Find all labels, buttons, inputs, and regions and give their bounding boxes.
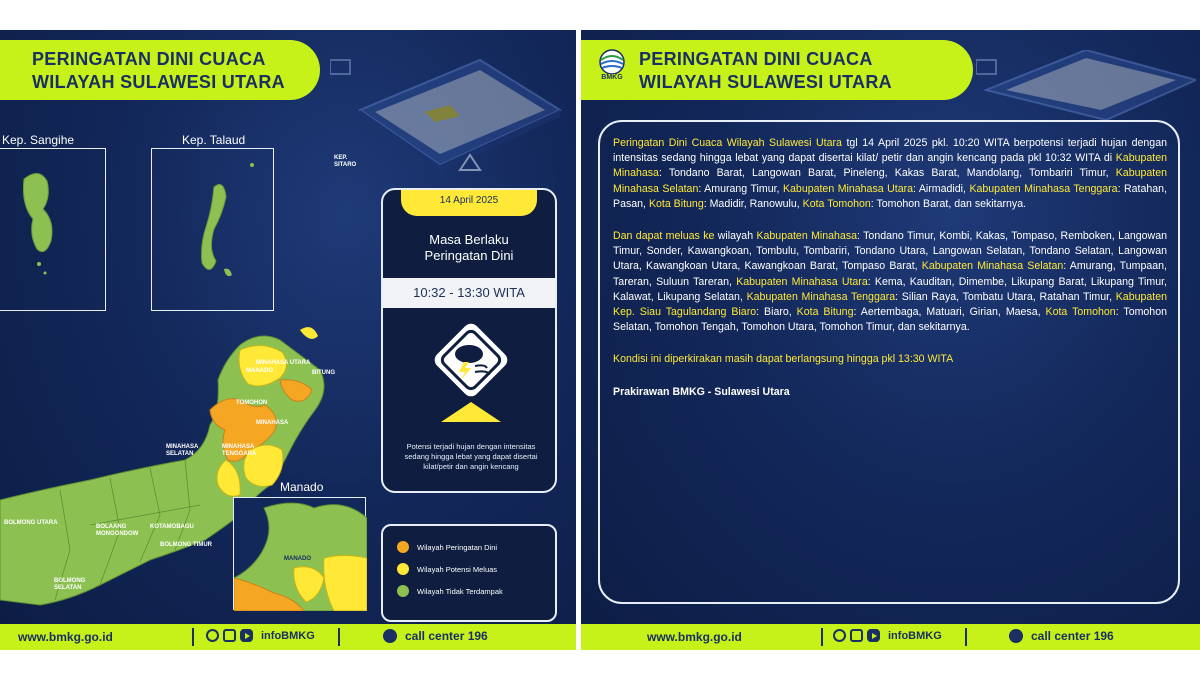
map-label-bitung: BITUNG xyxy=(312,370,335,376)
footer-divider xyxy=(338,628,340,646)
validity-card xyxy=(381,188,557,493)
highlighted-region-name: Kabupaten Minahasa Utara xyxy=(736,275,868,288)
instagram-icon[interactable] xyxy=(223,629,236,642)
call-center xyxy=(1009,629,1114,643)
inset-label-talaud: Kep. Talaud xyxy=(182,133,246,147)
paragraph-text: wilayah xyxy=(714,230,757,243)
highlighted-region-name: Peringatan Dini Cuaca Wilayah Sulawesi Utara xyxy=(613,137,842,149)
inset-map-talaud xyxy=(151,148,274,311)
social-handle[interactable]: infoBMKG xyxy=(888,629,942,642)
inset-map-sangihe xyxy=(0,148,106,311)
warning-text-box xyxy=(598,120,1180,604)
paragraph-text: : Silian Raya, Tombatu Utara, Ratahan Timur, xyxy=(895,290,1116,303)
validity-heading xyxy=(383,232,555,264)
social-links xyxy=(833,629,942,642)
paragraph-text: : Tomohon Selatan, Tomohon Tengah, Tomohon Utara, Tomohon Timur, dan sekitarnya. xyxy=(613,306,1167,334)
twitter-icon[interactable] xyxy=(833,629,846,642)
paragraph-text: : Amurang, Tumpaan, Tareran, Suluun Tareran, xyxy=(613,260,1167,288)
legend-item-unaffected xyxy=(397,580,555,602)
legend-item-warning xyxy=(397,536,555,558)
map-label-kotamobagu: KOTAMOBAGU xyxy=(150,524,194,530)
rain-lightning-wind-icon xyxy=(431,320,511,440)
sangihe-island-shape xyxy=(0,149,107,312)
paragraph-text: : Madidir, Ranowulu, xyxy=(703,197,803,210)
warning-description: Potensi terjadi hujan dengan intensitas sedang hingga lebat yang dapat disertai kilat/petir dan angin kencang xyxy=(404,442,538,471)
map-label-bolsel: BOLMONG SELATAN xyxy=(54,578,86,591)
legend-swatch-yellow xyxy=(397,563,409,575)
bmkg-logo-text: BMKG xyxy=(601,74,623,81)
highlighted-region-name: Kota Tomohon xyxy=(1045,306,1116,319)
call-center-label[interactable]: call center 196 xyxy=(405,629,488,643)
paragraph-text: tgl 14 April 2025 pkl. 10:20 WITA berpotensi terjadi hujan dengan intensitas sedang hingga lebat yang dapat disertai kilat/ petir dan angin kencang pada pkl 10:32 WITA di xyxy=(613,137,1167,165)
map-label-bolmong: BOLAANG MONGONDOW xyxy=(96,524,139,537)
phone-icon xyxy=(1009,629,1023,643)
map-infographic-panel xyxy=(0,30,576,647)
paragraph-text: : Kema, Kauditan, Dimembe, Likupang Barat, Likupang Timur, Kalawat, Likupang Selatan, xyxy=(613,275,1167,303)
legend-label: Wilayah Potensi Meluas xyxy=(417,564,498,574)
manado-detail-shape xyxy=(234,498,367,611)
warning-paragraph-current xyxy=(613,136,1167,212)
validity-time-range: 10:32 - 13:30 WITA xyxy=(383,278,555,308)
title-line-1: PERINGATAN DINI CUACA xyxy=(32,49,266,69)
text-warning-panel xyxy=(581,30,1200,647)
talaud-island-shape xyxy=(152,149,275,312)
highlighted-region-name: Kabupaten Minahasa Selatan xyxy=(613,167,1167,195)
title-line-1: PERINGATAN DINI CUACA xyxy=(639,49,873,69)
map-label-minsel: MINAHASA SELATAN xyxy=(166,444,199,457)
social-links xyxy=(206,629,315,642)
social-handle[interactable]: infoBMKG xyxy=(261,629,315,642)
paragraph-text: : Airmadidi, xyxy=(913,182,970,195)
highlighted-region-name: Kabupaten Minahasa xyxy=(756,230,858,243)
validity-heading-line-2: Peringatan Dini xyxy=(424,248,514,263)
warning-paragraph-expansion xyxy=(613,229,1167,335)
phone-icon xyxy=(383,629,397,643)
inset-map-manado xyxy=(233,497,366,610)
youtube-icon[interactable] xyxy=(240,629,253,642)
highlighted-region-name: Kabupaten Minahasa xyxy=(613,152,1167,180)
validity-heading-line-1: Masa Berlaku xyxy=(429,232,509,247)
highlighted-region-name: Kota Bitung xyxy=(796,306,854,319)
website-link[interactable]: www.bmkg.go.id xyxy=(647,630,742,644)
tablet-illustration xyxy=(976,50,1196,120)
map-label-manado-inset: MANADO xyxy=(284,556,311,562)
call-center xyxy=(383,629,488,643)
inset-label-manado: Manado xyxy=(280,480,324,494)
highlighted-region-name: Kabupaten Kep. Siau Tagulandang Biaro xyxy=(613,290,1167,319)
map-label-boltim: BOLMONG TIMUR xyxy=(160,542,212,548)
youtube-icon[interactable] xyxy=(867,629,880,642)
twitter-icon[interactable] xyxy=(206,629,219,642)
map-label-sitaro: KEP. SITARO xyxy=(334,155,357,168)
highlighted-region-name: Kabupaten Minahasa Tenggara xyxy=(746,290,896,303)
page-title xyxy=(581,40,973,100)
bmkg-logo-icon xyxy=(595,48,629,74)
paragraph-text: : Tomohon Barat, dan sekitarnya. xyxy=(870,197,1027,210)
warning-date: 14 April 2025 xyxy=(401,190,537,216)
map-label-manado: MANADO xyxy=(246,368,273,374)
highlighted-region-name: Kabupaten Minahasa Selatan xyxy=(921,260,1064,273)
paragraph-text: : Biaro, xyxy=(756,306,797,319)
map-label-minahasa: MINAHASA xyxy=(256,420,289,426)
legend-label: Wilayah Peringatan Dini xyxy=(417,542,498,552)
tablet-illustration xyxy=(330,50,570,200)
legend-swatch-green xyxy=(397,585,409,597)
map-label-minut: MINAHASA UTARA xyxy=(256,360,311,366)
forecaster-signature: Prakirawan BMKG - Sulawesi Utara xyxy=(613,385,790,398)
paragraph-text: : Tondano Barat, Langowan Barat, Pineleng, Kakas Barat, Mandolang, Tombariri Timur, xyxy=(658,167,1116,180)
paragraph-text: : Amurang Timur, xyxy=(698,182,783,195)
legend-label: Wilayah Tidak Terdampak xyxy=(417,586,503,596)
instagram-icon[interactable] xyxy=(850,629,863,642)
website-link[interactable]: www.bmkg.go.id xyxy=(18,630,113,644)
footer-divider xyxy=(192,628,194,646)
highlighted-region-name: Kabupaten Minahasa Tenggara xyxy=(969,182,1118,195)
call-center-label[interactable]: call center 196 xyxy=(1031,629,1114,643)
warning-condition-note: Kondisi ini diperkirakan masih dapat berlangsung hingga pkl 13:30 WITA xyxy=(613,353,954,366)
bmkg-logo xyxy=(595,48,629,82)
map-label-bolmut: BOLMONG UTARA xyxy=(4,520,58,526)
map-label-tomohon: TOMOHON xyxy=(236,400,268,406)
paragraph-text: : Aertembaga, Matuari, Girian, Maesa, xyxy=(853,306,1046,319)
footer-divider xyxy=(965,628,967,646)
highlighted-region-name: Kabupaten Minahasa Utara xyxy=(782,182,914,195)
paragraph-text: : Tondano Timur, Kombi, Kakas, Tompaso, Remboken, Langowan Timur, Sonder, Kawangkoan, Tombulu, Tombariri, Tondano Utara, Langowan Selatan, Tondano Selatan, Langowan Utara, Kawangkoan Utara, Kawangkoan Barat, Tompaso Barat, xyxy=(613,230,1167,273)
inset-label-sangihe: Kep. Sangihe xyxy=(2,133,75,147)
footer-divider xyxy=(821,628,823,646)
paragraph-text: : Ratahan, Pasan, xyxy=(613,182,1167,210)
highlighted-region-name: Dan dapat meluas ke xyxy=(613,230,715,243)
highlighted-region-name: Kota Tomohon xyxy=(802,197,871,210)
page-title xyxy=(0,40,320,100)
highlighted-region-name: Kota Bitung xyxy=(648,197,704,210)
map-label-mitra: MINAHASA TENGGARA xyxy=(222,444,257,457)
title-line-2: WILAYAH SULAWESI UTARA xyxy=(639,72,892,92)
map-legend xyxy=(381,524,557,622)
footer-bar-right xyxy=(581,624,1200,650)
footer-bar-left xyxy=(0,624,576,650)
legend-item-potential xyxy=(397,558,555,580)
title-line-2: WILAYAH SULAWESI UTARA xyxy=(32,72,285,92)
legend-swatch-orange xyxy=(397,541,409,553)
